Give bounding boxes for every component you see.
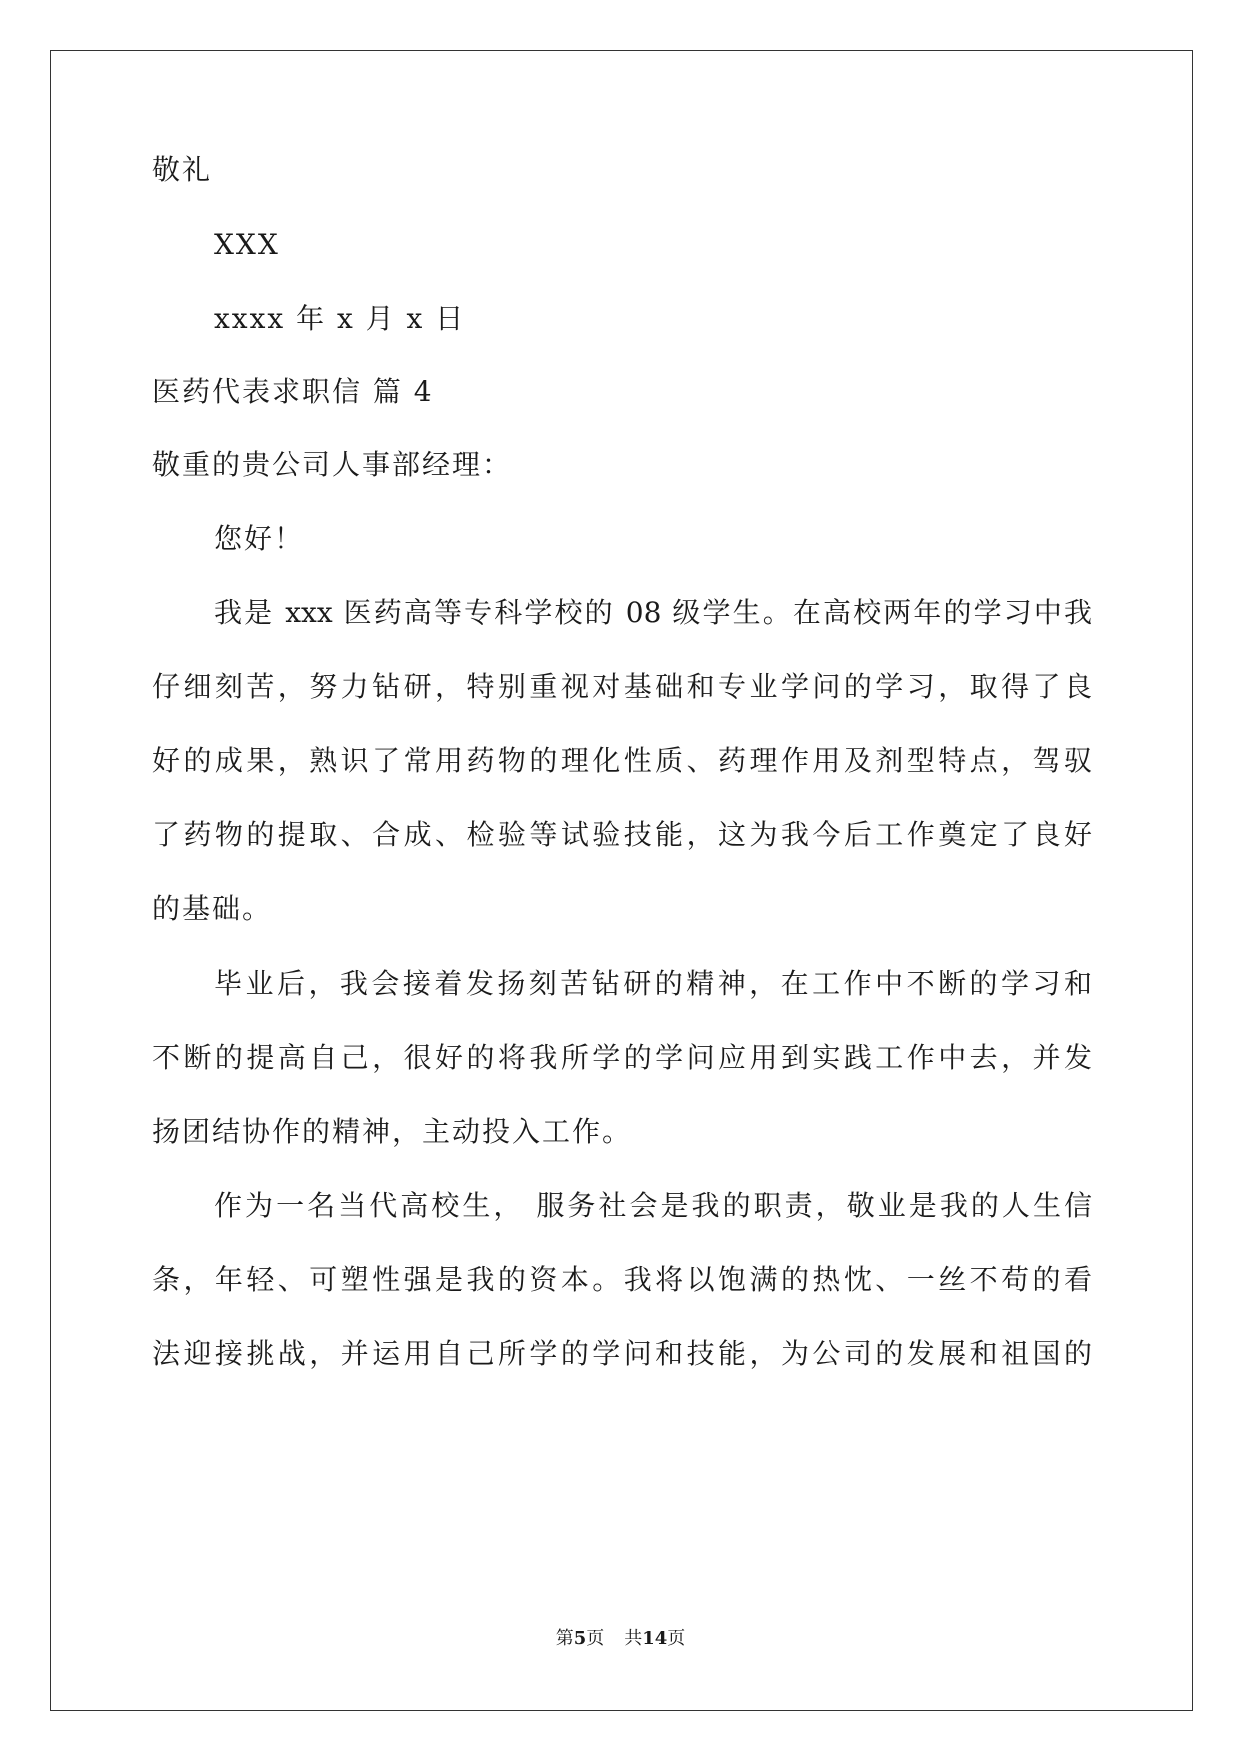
footer-page-number: 5 — [573, 1628, 587, 1649]
page-footer — [0, 1628, 1241, 1650]
paragraph-line: 的基础。 — [152, 892, 273, 925]
paragraph-line: 条，年轻、可塑性强是我的资本。我将以饱满的热忱、一丝不苟的看 — [152, 1263, 1092, 1296]
signature-name: XXX — [214, 228, 280, 261]
closing-salutation: 敬礼 — [152, 153, 213, 186]
paragraph-line: 毕业后，我会接着发扬刻苦钻研的精神，在工作中不断的学习和 — [214, 967, 1092, 1000]
paragraph-line: 作为一名当代高校生， 服务社会是我的职责，敬业是我的人生信 — [214, 1189, 1092, 1222]
footer-total-prefix: 共 — [624, 1628, 643, 1649]
paragraph-line: 了药物的提取、合成、检验等试验技能，这为我今后工作奠定了良好 — [152, 818, 1092, 851]
paragraph-line: 我是 xxx 医药高等专科学校的 08 级学生。在高校两年的学习中我 — [214, 596, 1092, 629]
footer-total-pages: 14 — [642, 1628, 668, 1649]
section-heading: 医药代表求职信 篇 4 — [152, 375, 434, 408]
signature-date: xxxx 年 x 月 x 日 — [214, 302, 466, 335]
paragraph-line: 好的成果，熟识了常用药物的理化性质、药理作用及剂型特点，驾驭 — [152, 744, 1092, 777]
footer-page-prefix: 第 — [555, 1628, 574, 1649]
paragraph-line: 仔细刻苦，努力钻研，特别重视对基础和专业学问的学习，取得了良 — [152, 670, 1092, 703]
paragraph-line: 不断的提高自己，很好的将我所学的学问应用到实践工作中去，并发 — [152, 1041, 1092, 1074]
footer-page-suffix: 页 — [586, 1628, 605, 1649]
paragraph-line: 法迎接挑战，并运用自己所学的学问和技能，为公司的发展和祖国的 — [152, 1337, 1092, 1370]
page-frame — [50, 50, 1193, 1711]
recipient-salutation: 敬重的贵公司人事部经理： — [152, 448, 513, 481]
paragraph-line: 扬团结协作的精神，主动投入工作。 — [152, 1115, 633, 1148]
greeting: 您好！ — [214, 522, 305, 555]
footer-total-suffix: 页 — [667, 1628, 686, 1649]
